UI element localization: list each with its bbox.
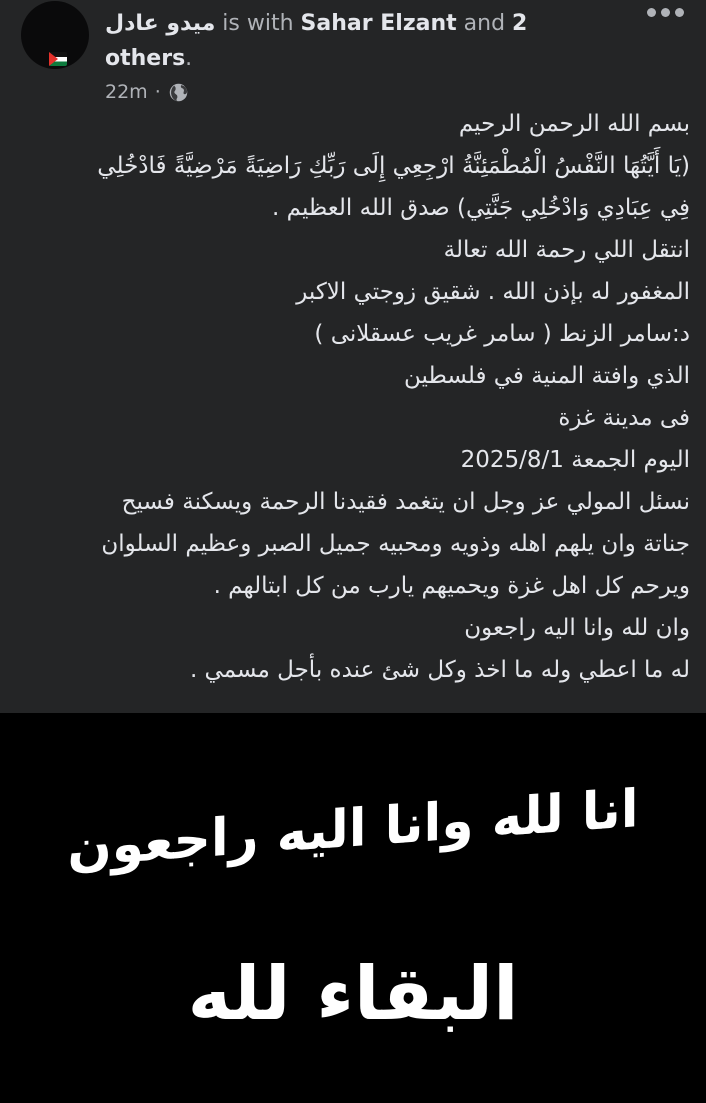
- timestamp[interactable]: 22m: [105, 81, 148, 103]
- palestine-flag-icon: [47, 52, 67, 66]
- meta-separator: ·: [154, 81, 161, 103]
- ellipsis-dot: [675, 8, 684, 17]
- body-line: (يَا أَيَّتُهَا النَّفْسُ الْمُطْمَئِنَّةُ ارْجِعِي إِلَى رَبِّكِ رَاضِيَةً مَرْضِيَّةً فَادْخُلِي: [97, 153, 690, 179]
- post-options-button[interactable]: [641, 2, 690, 23]
- post-meta-row: [105, 81, 660, 103]
- others-label[interactable]: others: [105, 46, 186, 71]
- calligraphy-inna-lillah: انا لله وانا اليه راجعون: [67, 778, 639, 880]
- globe-icon: [168, 82, 189, 103]
- ellipsis-dot: [661, 8, 670, 17]
- calligraphy-albaqaa-lillah: البقاء لله: [187, 951, 519, 1037]
- body-line: بسم الله الرحمن الرحيم: [458, 111, 690, 137]
- body-line: له ما اعطي وله ما اخذ وكل شئ عنده بأجل مسمي .: [189, 657, 690, 683]
- body-line: نسئل المولي عز وجل ان يتغمد فقيدنا الرحمة ويسكنة فسيح: [121, 489, 690, 515]
- ellipsis-dot: [647, 8, 656, 17]
- flag-triangle: [49, 52, 58, 66]
- body-line: اليوم الجمعة 2025/8/1: [460, 447, 690, 473]
- post-body-text: [0, 103, 706, 691]
- header-text: [105, 6, 660, 103]
- body-line: انتقل اللي رحمة الله تعالة: [443, 237, 690, 263]
- post-header: [0, 0, 706, 106]
- others-count[interactable]: 2: [512, 11, 528, 36]
- post-title-line: [105, 6, 660, 76]
- body-line: وان لله وانا اليه راجعون: [464, 615, 690, 641]
- body-line: فى مدينة غزة: [558, 405, 690, 431]
- post-image[interactable]: [0, 713, 706, 1103]
- body-line: الذي وافتة المنية في فلسطين: [404, 363, 690, 389]
- body-line: ويرحم كل اهل غزة ويحميهم يارب من كل ابتالهم .: [213, 573, 690, 599]
- tagged-name[interactable]: Sahar Elzant: [300, 11, 457, 36]
- body-line: د:سامر الزنط ( سامر غريب عسقلانى ): [314, 321, 690, 347]
- body-line: فِي عِبَادِي وَادْخُلِي جَنَّتِي) صدق الله العظيم .: [272, 195, 690, 221]
- title-period: .: [185, 46, 193, 71]
- avatar[interactable]: [21, 1, 89, 69]
- author-name[interactable]: ميدو عادل: [105, 11, 216, 36]
- and-text: and: [456, 11, 513, 36]
- body-line: جناتة وان يلهم اهله وذويه ومحبيه جميل الصبر وعظيم السلوان: [101, 531, 690, 557]
- is-with-text: is with: [215, 11, 301, 36]
- body-line: المغفور له بإذن الله . شقيق زوجتي الاكبر: [296, 279, 690, 305]
